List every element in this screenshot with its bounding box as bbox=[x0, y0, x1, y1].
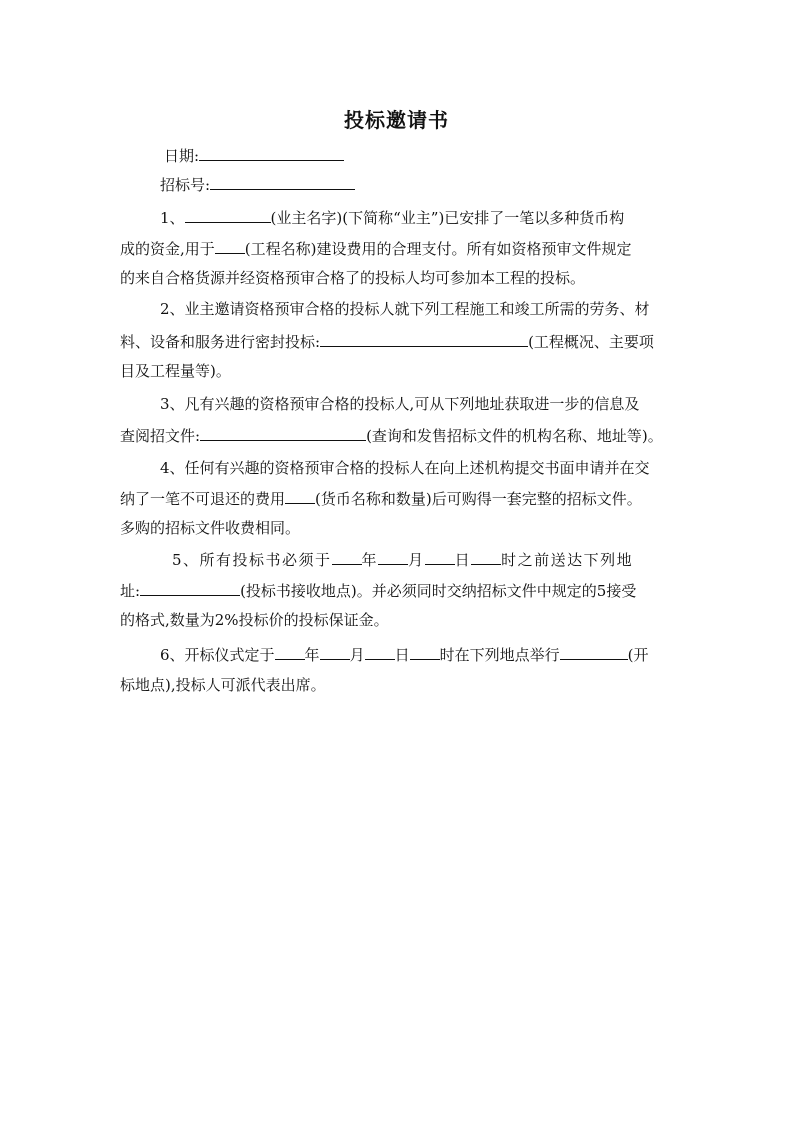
p1-line-1 bbox=[160, 207, 730, 228]
opening-year-blank[interactable] bbox=[275, 644, 305, 660]
p6-text: 6、开标仪式定于 bbox=[160, 646, 275, 664]
p6-line-2: 标地点),投标人可派代表出席。 bbox=[120, 676, 326, 694]
p4-text: 纳了一笔不可退还的费用 bbox=[120, 490, 286, 508]
owner-name-blank[interactable] bbox=[185, 207, 271, 223]
p3-line-2 bbox=[120, 425, 690, 446]
opening-hour-blank[interactable] bbox=[410, 644, 440, 660]
p4-line-1: 4、任何有兴趣的资格预审合格的投标人在向上述机构提交书面申请并在交 bbox=[160, 459, 650, 477]
project-name-blank[interactable] bbox=[215, 238, 245, 254]
p5-text: 月 bbox=[408, 551, 425, 569]
p2-line-2 bbox=[120, 331, 690, 352]
opening-month-blank[interactable] bbox=[320, 644, 350, 660]
p1-line-2 bbox=[120, 238, 690, 259]
p5-text: 日 bbox=[454, 551, 472, 569]
submission-location-blank[interactable] bbox=[140, 580, 240, 596]
date-line bbox=[164, 145, 734, 166]
p6-text: (开 bbox=[627, 646, 649, 664]
p2-line-1: 2、业主邀请资格预审合格的投标人就下列工程施工和竣工所需的劳务、材 bbox=[160, 300, 650, 318]
deadline-hour-blank[interactable] bbox=[471, 549, 501, 565]
p2-text: 料、设备和服务进行密封投标: bbox=[120, 333, 321, 351]
p3-line-1: 3、凡有兴趣的资格预审合格的投标人,可从下列地址获取进一步的信息及 bbox=[160, 395, 640, 413]
p5-text: 址: bbox=[120, 582, 141, 600]
p1-text: 成的资金,用于 bbox=[120, 240, 215, 258]
p1-text: (业主名字)(下简称“业主”)已安排了一笔以多种货币构 bbox=[270, 209, 625, 227]
opening-location-blank[interactable] bbox=[560, 644, 628, 660]
p5-line-2 bbox=[120, 580, 690, 601]
bid-number-label: 招标号: bbox=[160, 176, 211, 194]
date-blank[interactable] bbox=[199, 145, 344, 161]
deadline-month-blank[interactable] bbox=[378, 549, 408, 565]
p6-text: 年 bbox=[304, 646, 320, 664]
opening-day-blank[interactable] bbox=[365, 644, 395, 660]
p5-text: 5、所有投标书必须于 bbox=[172, 551, 332, 569]
p1-text: (工程名称)建设费用的合理支付。所有如资格预审文件规定 bbox=[244, 240, 632, 258]
document-title: 投标邀请书 bbox=[344, 108, 449, 132]
deadline-year-blank[interactable] bbox=[332, 549, 362, 565]
p5-text: 年 bbox=[361, 551, 379, 569]
deadline-day-blank[interactable] bbox=[425, 549, 455, 565]
p3-text: (查询和发售招标文件的机构名称、地址等)。 bbox=[366, 427, 663, 445]
p1-text: 1、 bbox=[160, 209, 185, 227]
document-office-blank[interactable] bbox=[200, 425, 366, 441]
bid-number-line bbox=[160, 174, 730, 195]
p2-text: (工程概况、主要项 bbox=[528, 333, 654, 351]
p6-text: 日 bbox=[394, 646, 410, 664]
project-overview-blank[interactable] bbox=[320, 331, 528, 347]
p2-line-3: 目及工程量等)。 bbox=[120, 362, 231, 380]
date-label: 日期: bbox=[164, 147, 200, 165]
p5-text: 时之前送达下列地 bbox=[501, 551, 634, 569]
p5-line-1 bbox=[172, 549, 690, 570]
p6-text: 月 bbox=[349, 646, 365, 664]
p1-line-3: 的来自合格货源并经资格预审合格了的投标人均可参加本工程的投标。 bbox=[120, 269, 586, 287]
p6-text: 时在下列地点举行 bbox=[439, 646, 560, 664]
p4-line-3: 多购的招标文件收费相同。 bbox=[120, 519, 301, 537]
bid-number-blank[interactable] bbox=[210, 174, 355, 190]
p6-line-1 bbox=[160, 644, 730, 665]
p4-text: (货币名称和数量)后可购得一套完整的招标文件。 bbox=[315, 490, 642, 508]
p5-line-3: 的格式,数量为2%投标价的投标保证金。 bbox=[120, 611, 389, 629]
p4-line-2 bbox=[120, 488, 690, 509]
p3-text: 查阅招文件: bbox=[120, 427, 201, 445]
p5-text: (投标书接收地点)。并必须同时交纳招标文件中规定的5接受 bbox=[240, 582, 637, 600]
fee-blank[interactable] bbox=[285, 488, 315, 504]
